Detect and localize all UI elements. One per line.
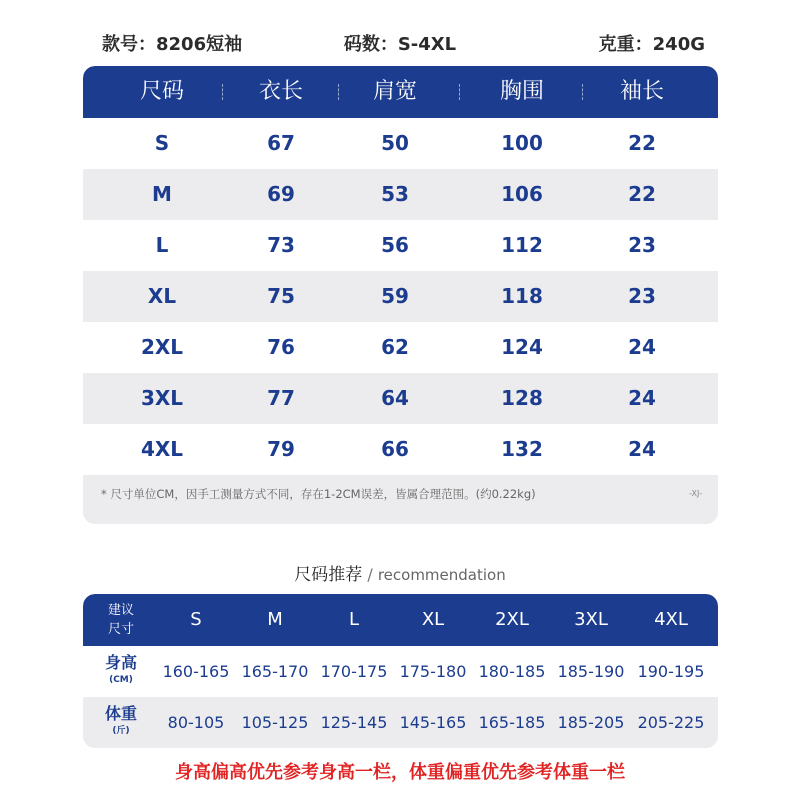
size-column-header: S (190, 609, 202, 630)
measurement-cell: 64 (381, 386, 409, 410)
recommendation-title-slash: / (367, 565, 373, 584)
range-cell: 145-165 (399, 713, 467, 732)
measurement-cell: 112 (501, 233, 543, 257)
size-range: 码数：S-4XL (343, 34, 457, 55)
column-divider (582, 84, 583, 100)
table-row (83, 169, 718, 220)
measurement-cell: 53 (381, 182, 409, 206)
row-label-unit: (CM) (109, 675, 133, 685)
size-table (83, 66, 718, 524)
range-cell: 80-105 (167, 713, 225, 732)
measurement-cell: 22 (628, 131, 656, 155)
size-cell: 2XL (140, 335, 184, 359)
measurement-cell: 22 (628, 182, 656, 206)
recommendation-table (83, 594, 718, 748)
measurement-cell: 73 (267, 233, 295, 257)
range-cell: 175-180 (399, 662, 467, 681)
column-header: 肩宽 (372, 79, 417, 104)
range-cell: 105-125 (241, 713, 309, 732)
range-cell: 160-165 (162, 662, 230, 681)
size-column-header: M (267, 609, 283, 630)
range-cell: 165-185 (478, 713, 546, 732)
measurement-cell: 23 (628, 284, 656, 308)
table-row (83, 697, 718, 748)
table-row (83, 271, 718, 322)
measurement-cell: 50 (381, 131, 409, 155)
table-row (83, 373, 718, 424)
measurement-cell: 23 (628, 233, 656, 257)
range-cell: 205-225 (637, 713, 705, 732)
row-label-text: 体重 (104, 704, 137, 723)
suggested-size-label-line2: 尺寸 (107, 622, 134, 637)
measurement-cell: 75 (267, 284, 295, 308)
measurement-cell: 56 (381, 233, 409, 257)
recommendation-title (0, 560, 800, 585)
measurement-cell: 62 (381, 335, 409, 359)
column-divider (222, 84, 223, 100)
table-row (83, 424, 718, 475)
measurement-cell: 59 (381, 284, 409, 308)
size-column-header: 4XL (654, 609, 688, 630)
row-label (91, 652, 151, 686)
size-cell: 4XL (140, 437, 184, 461)
suggested-size-label-line1: 建议 (107, 603, 134, 618)
column-header: 衣长 (258, 79, 303, 104)
range-cell: 185-190 (557, 662, 625, 681)
table-row (83, 118, 718, 169)
size-column-header: L (348, 609, 360, 630)
range-cell: 185-205 (557, 713, 625, 732)
column-header: 袖长 (619, 79, 664, 104)
range-cell: 190-195 (637, 662, 705, 681)
recommendation-title-main: 尺码推荐 (294, 565, 363, 585)
size-cell: S (154, 131, 170, 155)
size-cell: 3XL (140, 386, 184, 410)
size-table-header (83, 66, 718, 118)
size-column-header: 2XL (495, 609, 529, 630)
column-header: 尺码 (139, 79, 184, 104)
column-divider (459, 84, 460, 100)
measurement-cell: 24 (628, 386, 656, 410)
measurement-note: * 尺寸单位CM，因手工测量方式不同，存在1-2CM误差，皆属合理范围。(约0.22kg) (101, 487, 536, 501)
measurement-cell: 66 (381, 437, 409, 461)
measurement-cell: 118 (501, 284, 543, 308)
fabric-weight: 克重：240G (598, 34, 705, 55)
row-label-text: 身高 (104, 653, 137, 672)
column-divider (338, 84, 339, 100)
fit-advice-note: 身高偏高优先参考身高一栏，体重偏重优先参考体重一栏 (175, 762, 625, 783)
size-cell: M (152, 182, 172, 206)
recommendation-title-sub: recommendation (377, 566, 506, 584)
range-cell: 180-185 (478, 662, 546, 681)
measurement-cell: 124 (501, 335, 543, 359)
measurement-cell: 100 (501, 131, 543, 155)
measurement-cell: 79 (267, 437, 295, 461)
measurement-cell: 128 (501, 386, 543, 410)
measurement-cell: 24 (628, 335, 656, 359)
watermark-mark: -XJ- (689, 489, 702, 498)
row-label-unit: (斤) (112, 726, 130, 736)
measurement-cell: 106 (501, 182, 543, 206)
measurement-cell: 69 (267, 182, 295, 206)
measurement-cell: 77 (267, 386, 295, 410)
column-header: 胸围 (499, 79, 544, 104)
measurement-cell: 67 (267, 131, 295, 155)
suggested-size-label (91, 601, 151, 639)
product-info-bar (0, 30, 800, 60)
table-row (83, 220, 718, 271)
table-row (83, 322, 718, 373)
size-column-header: XL (421, 609, 445, 630)
table-row (83, 646, 718, 697)
range-cell: 170-175 (320, 662, 388, 681)
measurement-cell: 132 (501, 437, 543, 461)
measurement-cell: 24 (628, 437, 656, 461)
row-label (91, 703, 151, 737)
size-cell: XL (147, 284, 177, 308)
measurement-cell: 76 (267, 335, 295, 359)
model-number: 款号：8206短袖 (102, 34, 243, 55)
size-column-header: 3XL (574, 609, 608, 630)
range-cell: 165-170 (241, 662, 309, 681)
recommendation-table-header (83, 594, 718, 646)
size-cell: L (155, 233, 169, 257)
range-cell: 125-145 (320, 713, 388, 732)
